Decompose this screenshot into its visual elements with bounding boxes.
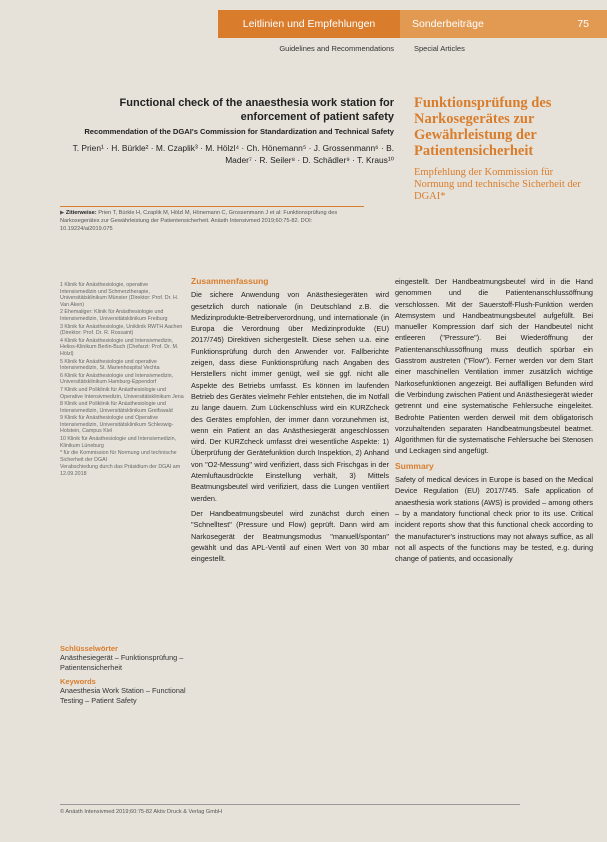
summary-heading: Summary <box>395 460 434 471</box>
english-subtitle: Recommendation of the DGAI's Commission for Standardization and Technical Safety <box>84 127 394 136</box>
keywords-en-heading: Keywords <box>60 677 96 686</box>
page-number: 75 <box>577 18 589 30</box>
english-title: Functional check of the anaesthesia work station for enforcement of patient safety <box>119 97 394 123</box>
english-title-block <box>60 96 394 166</box>
body-column-right <box>395 276 593 568</box>
arrow-icon: ▶ <box>60 210 66 216</box>
german-subtitle: Empfehlung der Kommission für Normung und technische Sicherheit der DGAI* <box>414 167 581 202</box>
affiliations <box>60 282 186 479</box>
body-paragraph: Die sichere Anwendung von Anästhesiegeräten wird gesetzlich durch nationale (in Deutschland z.B. die Medizinprodukte-Betreiberverordnung, und internationale (in Europa die Verordnung über Medizinprodukte (EU) 2017/745) Direktiven sichergestellt. Diese sehen u.a. eine Funktionsprüfung durch den Anwender vor. Fallberichte zeigen, dass diese Funktionsprüfung nach Angaben des Herstellers nicht immer genügt, weil sie ggf. nicht alle Aspekte des Betriebs umfasst. Es können im laufenden Betrieb des Gerätes vielmehr Fehler entstehen, die im Notfall zu lange dauern. Zum Lückenschluss wird ein KURZcheck des Gerätes empfohlen, der immer dann vorzunehmen ist, wenn ein Patient an das Anästhesiegerät angeschlossen wird. Der KURZcheck umfasst drei wesentliche Aspekte: 1) Überprüfung der Gerätefunktion durch Inspektion, 2) Anhand von "O2-Messung" wird verifiziert, dass sich Frischgas in der Atemluftausdrückte Einstellung verhält, 3) Mittels Beatmungsbeutel wird verifiziert, dass die Lungen ventiliert werden. <box>191 290 389 503</box>
author-list: T. Prien¹ · H. Bürkle² · M. Czaplik³ · M. Hölzl⁴ · Ch. Hönemann⁵ · J. Grossenmann⁶ · B. Mader⁷ · R. Seiler⁸ · D. Schädler⁹ · T. Kraus¹⁰ <box>72 143 394 165</box>
keywords-de-heading: Schlüsselwörter <box>60 644 118 653</box>
body-paragraph: eingestellt. Der Handbeatmungsbeutel wird in die Hand genommen und die Patientenanschlussöffnung verschlossen. Mit der Sauerstoff-Flush-Funktion werden Atemsystem und Handbeatmungsbeutel aufgefüllt. Bei manueller Kompression darf sich der Handbeutel nicht entleeren ("Pressure"). Bei Wiederöffnung der Patientenanschlussöffnung muss deutlich spürbar ein Gasstrom austreten ("Flow"). Ferner werden vor dem Start einer maschinellen Ventilation immer zusätzlich wichtige Narkosefunktionen angezeigt. Bei auffälligen Befunden wird die Verbindung zwischen Patient und Anästhesiegerät wieder getrennt und eine systematische Fehlersuche eingeleitet. Bedrohte Patienten werden derweil mit dem obligatorisch vorzuhaltenden separaten Handbeatmungsbeutel beatmet. Algorithmen für die systematische Fehlersuche bei Stenosen und Leckagen sind angefügt. <box>395 277 593 456</box>
german-title: Funktionsprüfung des Narkosegerätes zur Gewährleistung der Patientensicherheit <box>414 95 552 159</box>
affiliation-item: 9 Klinik für Anästhesiologie und Operative Intensivmedizin, Universitätsklinikum Schleswig-Holstein, Campus Kiel <box>60 415 174 435</box>
affiliation-item: 5 Klinik für Anästhesiologie und operative Intensivmedizin, St. Marienhospital Vechta <box>60 358 160 372</box>
german-title-block <box>414 95 594 203</box>
section-right-label: Sonderbeiträge <box>412 18 484 30</box>
subheader-left: Guidelines and Recommendations <box>279 44 394 53</box>
affiliation-item: 7 Klinik und Poliklinik für Anästhesiologie und Operative Intensivmedizin, Universitätsklinikum Jena <box>60 386 184 400</box>
affiliation-item: 2 Ehemaliger: Klinik für Anästhesiologie und Intensivmedizin, Universitätsklinikum Freiburg <box>60 309 168 322</box>
affiliation-item: 4 Klinik für Anästhesiologie und Intensivmedizin, Helios-Klinikum Berlin-Buch (Chefarzt: Prof. Dr. M. Hölzl) <box>60 337 179 357</box>
affiliation-item: 3 Klinik für Anästhesiologie, Uniklinik RWTH Aachen (Direktor: Prof. Dr. R. Rossaint) <box>60 323 183 337</box>
section-left-label: Leitlinien und Empfehlungen <box>218 10 400 38</box>
running-header <box>218 10 607 38</box>
affiliation-item: * für die Kommission für Normung und technische Sicherheit der DGAI <box>60 450 177 463</box>
affiliation-item: 8 Klinik und Poliklinik für Anästhesiologie und Intensivmedizin, Universitätsklinikum Greifswald <box>60 401 173 414</box>
body-column-middle <box>191 276 389 568</box>
affiliation-item: Verabschiedung durch das Präsidium der DGAI am 12.09.2018 <box>60 464 181 478</box>
citation-box <box>60 206 364 233</box>
affiliation-item: 10 Klinik für Anästhesiologie und Intensivmedizin, Klinikum Lüneburg <box>60 436 177 449</box>
keywords-en-text: Anaesthesia Work Station – Functional Testing – Patient Safety <box>60 686 186 705</box>
keywords-de-text: Anästhesiegerät – Funktionsprüfung – Patientensicherheit <box>60 653 184 672</box>
keywords-block <box>60 640 186 706</box>
body-paragraph: Safety of medical devices in Europe is based on the Medical Device Regulation (EU) 2017/745. Safe application of anaesthesia work stations (AWS) is provided – among others – by a mandatory functional check prior to its use. Critical incident reports show that this functional check according to the manufacturer's instructions may not always suffice, as all not all aspects of the functions may be tested, e.g. during change of patients, and occasionally <box>395 475 593 564</box>
section-right-bar <box>400 10 607 38</box>
subheader-right: Special Articles <box>414 44 465 53</box>
page-footer: © Anästh Intensivmed 2019;60:75-82 Aktiv Druck & Verlag GmbH <box>60 804 520 815</box>
citation-text: Prien T, Bürkle H, Czaplik M, Hölzl M, Hönemann C, Grossenmann J et al: Funktionsprüfung des Narkosegerätes zur Gewährleistung der Patientensicherheit. Anästh Intensivmed 2019;60:75-82. DOI: 10.19224/ai2019.075 <box>60 210 338 232</box>
affiliation-item: 6 Klinik für Anästhesiologie und Intensivmedizin, Universitätsklinikum Hamburg-Eppendorf <box>60 372 174 386</box>
citation-label: Zitierweise: <box>65 210 97 216</box>
body-paragraph: Der Handbeatmungsbeutel wird zunächst durch einen "Schnelltest" (Pressure und Flow) geprüft. Dann wird am Narkosegerät der Beatmungsmodus "manuell/spontan" gewählt und das APL-Ventil auf einen Wert von 30 mbar eingestellt. <box>191 508 389 564</box>
affiliation-item: 1 Klinik für Anästhesiologie, operative Intensivmedizin und Schmerztherapie, Universitätsklinikum Münster (Direktor: Prof. Dr. H. Van Aken) <box>60 282 179 308</box>
zusammenfassung-heading: Zusammenfassung <box>191 276 269 286</box>
